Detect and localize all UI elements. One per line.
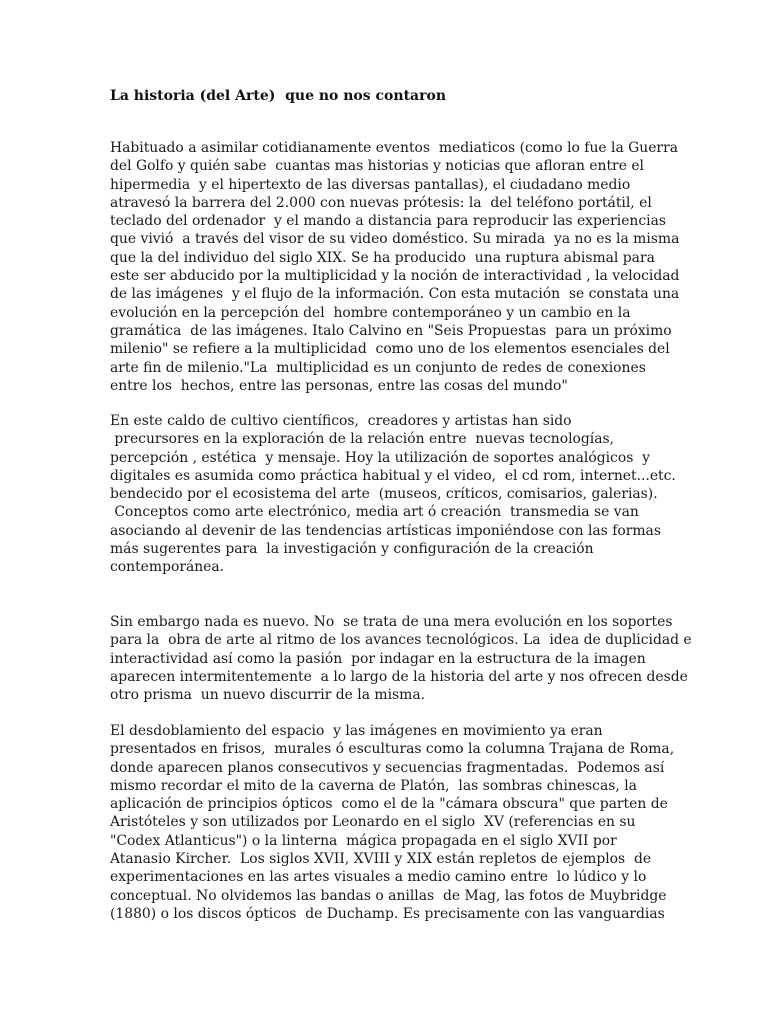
paragraph-4: El desdoblamiento del espacio y las imágenes en movimiento ya eran presentados en frisos, murales ó esculturas como la columna Trajana de Roma, donde aparecen planos consecutivos y secuencias fragmentadas. Podemos así mismo recordar el mito de la caverna de Platón, las sombras chinescas, la aplicación de principios ópticos como el de la "cámara obscura" que parten de Aristóteles y son utilizados por Leonardo en el siglo XV (referencias en su "Codex Atlanticus") o la linterna mágica propagada en el siglo XVII por Atanasio Kircher. Los siglos XVII, XVIII y XIX están repletos de ejemplos de experimentaciones en las artes visuales a medio camino entre lo lúdico y lo conceptual. No olvidemos las bandas o anillas de Mag, las fotos de Muybridge (1880) o los discos ópticos de Duchamp. Es precisamente con las vanguardias (110, 723, 675, 922)
document-title: La historia (del Arte) que no nos contaron (110, 88, 446, 104)
paragraph-1: Habituado a asimilar cotidianamente eventos mediaticos (como lo fue la Guerra del Golfo y quién sabe cuantas mas historias y noticias que afloran entre el hipermedia y el hipertexto de las diversas pantallas), el ciudadano medio atravesó la barrera del 2.000 con nuevas prótesis: la del teléfono portátil, el teclado del ordenador y el mando a distancia para reproducir las experiencias que vivió a través del visor de su video doméstico. Su mirada ya no es la misma que la del individuo del siglo XIX. Se ha producido una ruptura abismal para este ser abducido por la multiplicidad y la noción de interactividad , la velocidad de las imágenes y el flujo de la información. Con esta mutación se constata una evolución en la percepción del hombre contemporáneo y un cambio en la gramática de las imágenes. Italo Calvino en "Seis Propuestas para un próximo milenio" se refiere a la multiplicidad como uno de los elementos esenciales del arte fin de milenio."La multiplicidad es un conjunto de redes de conexiones entre los hechos, entre las personas, entre las cosas del mundo" (110, 140, 680, 394)
paragraph-3: Sin embargo nada es nuevo. No se trata de una mera evolución en los soportes para la obra de arte al ritmo de los avances tecnológicos. La idea de duplicidad e interactividad así como la pasión por indagar en la estructura de la imagen aparecen intermitentemente a lo largo de la historia del arte y nos ofrecen desde otro prisma un nuevo discurrir de la misma. (110, 614, 692, 704)
paragraph-2: En este caldo de cultivo científicos, creadores y artistas han sido precursores en la exploración de la relación entre nuevas tecnologías, percepción , estética y mensaje. Hoy la utilización de soportes analógicos y digitales es asumida como práctica habitual y el video, el cd rom, internet...etc. bendecido por el ecosistema del arte (museos, críticos, comisarios, galerias). Conceptos como arte electrónico, media art ó creación transmedia se van asociando al devenir de las tendencias artísticas imponiéndose con las formas más sugerentes para la investigación y configuración de la creación contemporánea. (110, 413, 676, 576)
